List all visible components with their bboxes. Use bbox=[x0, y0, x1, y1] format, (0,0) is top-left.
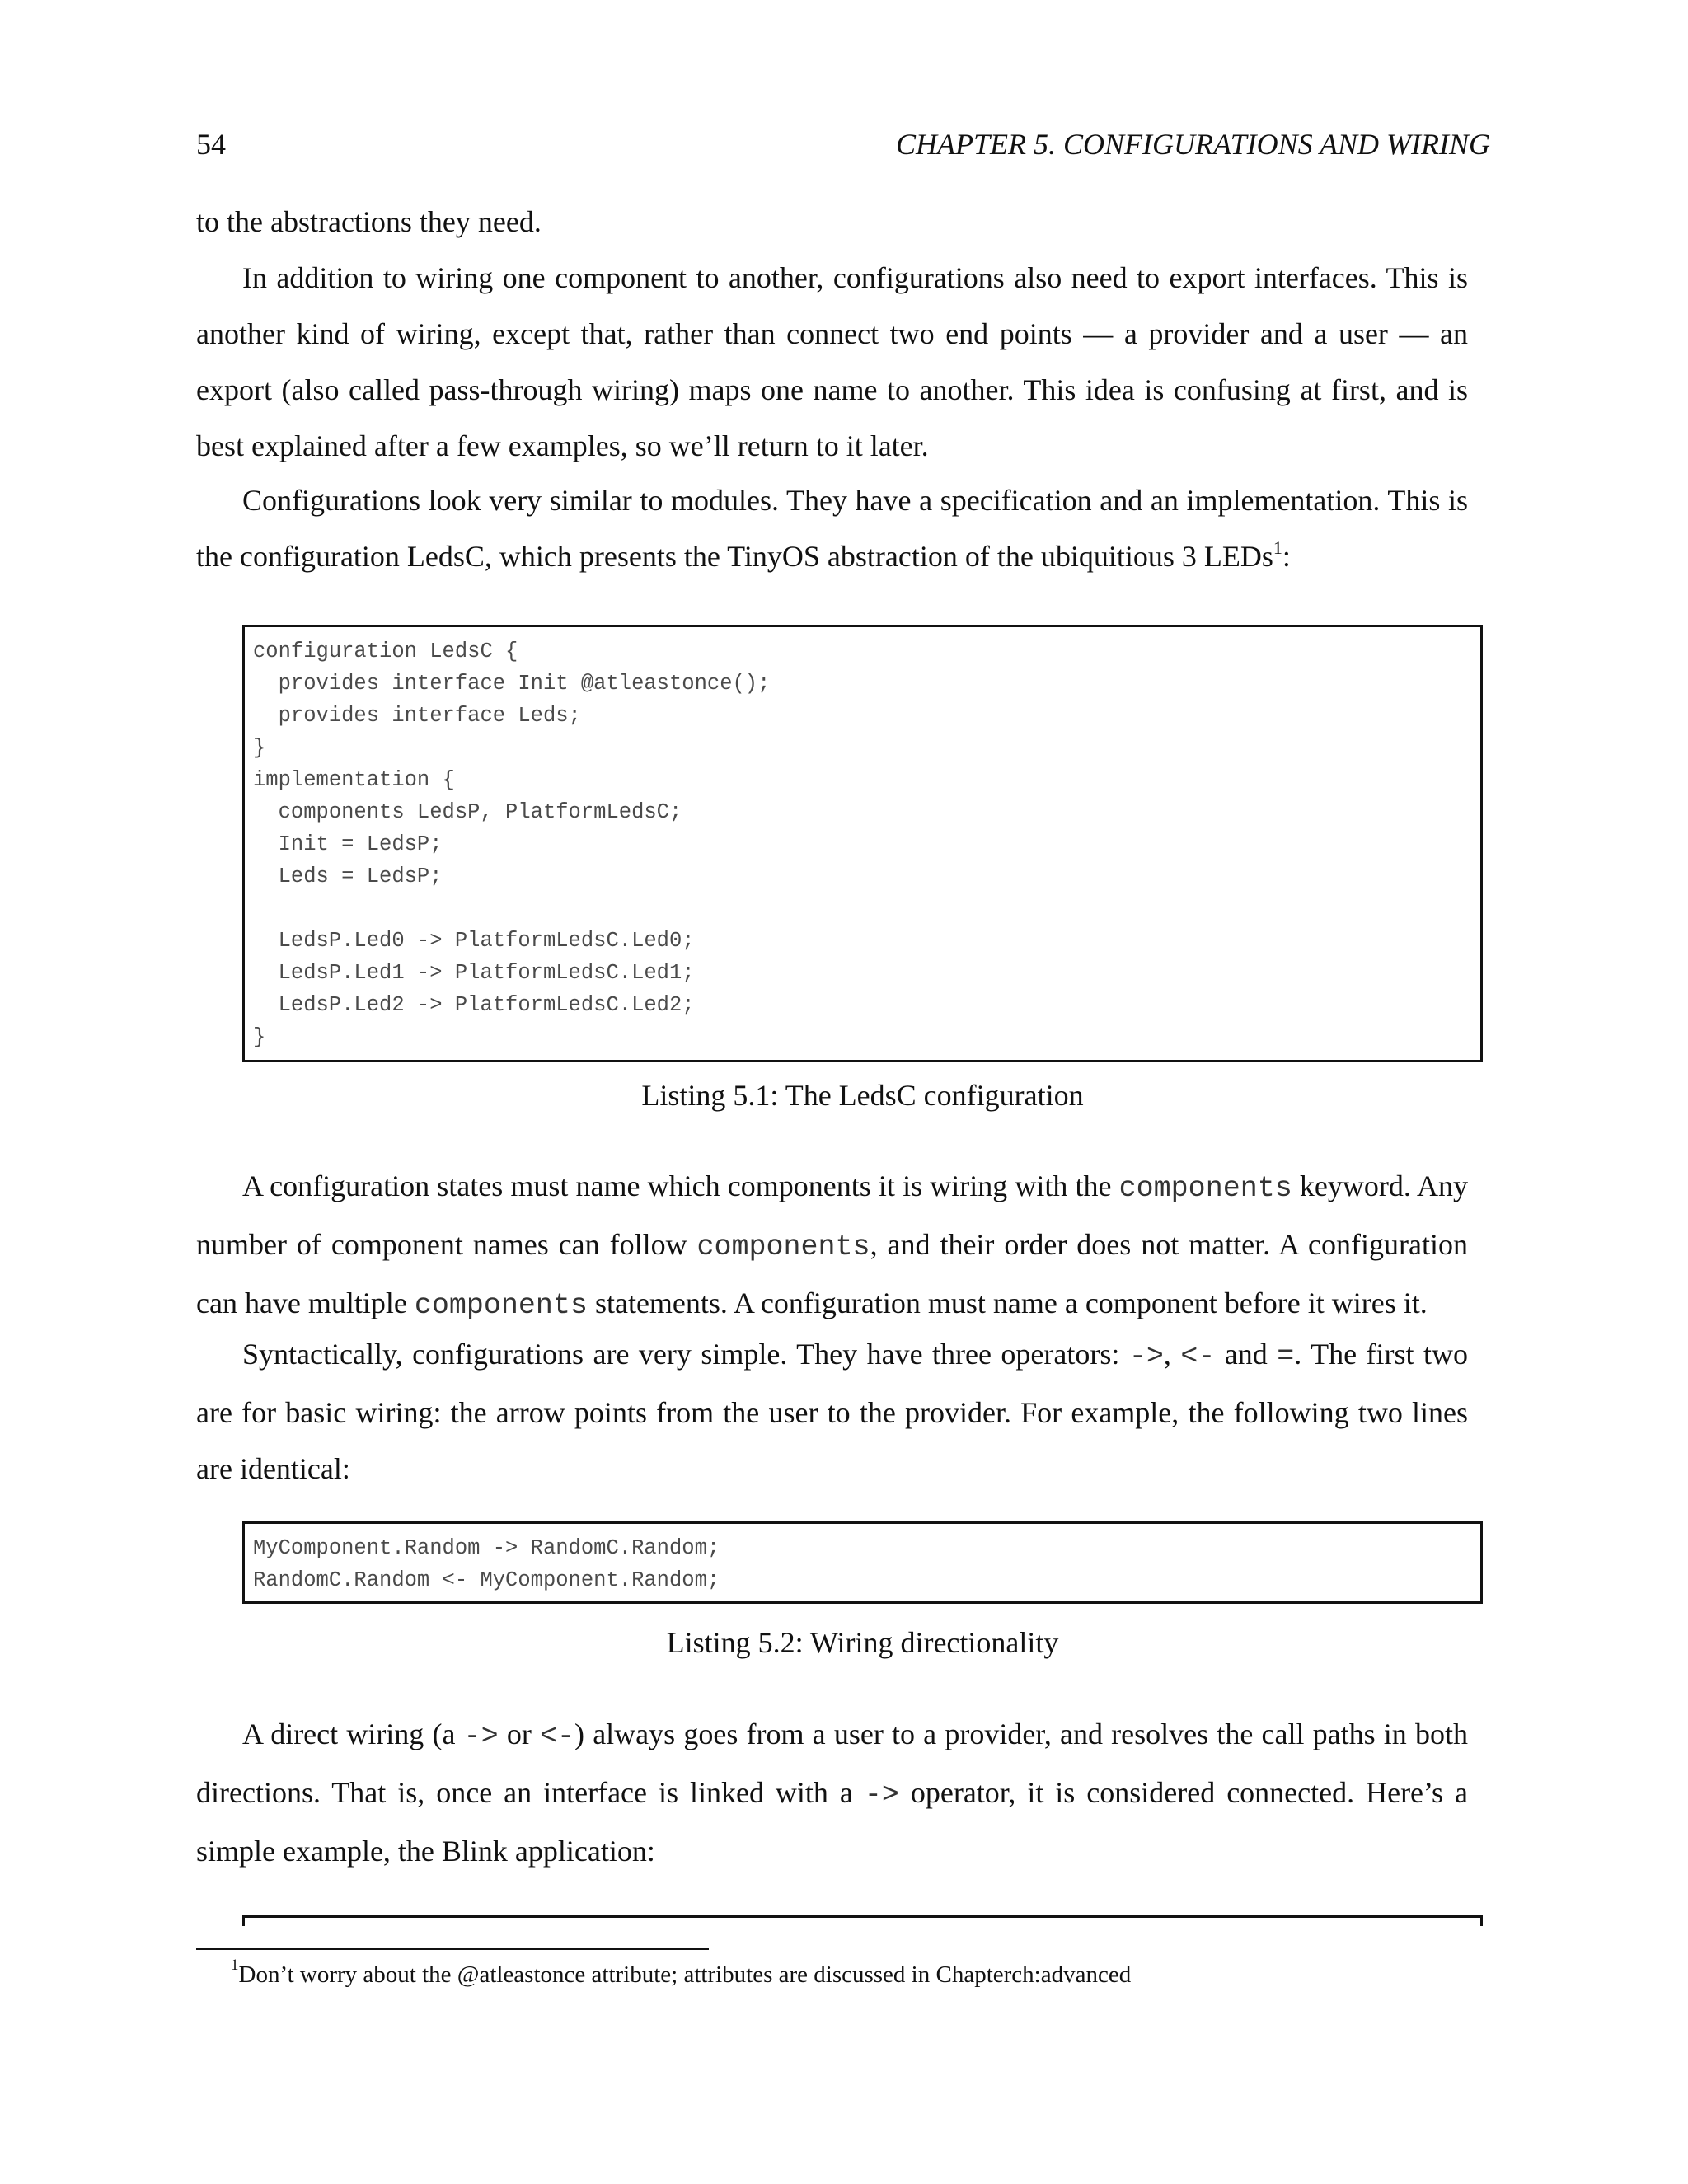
paragraph-text: A direct wiring (a bbox=[242, 1718, 464, 1750]
paragraph-text: A configuration states must name which components it is wiring with the bbox=[242, 1169, 1119, 1202]
code-line: LedsP.Led0 -> PlatformLedsC.Led0; bbox=[253, 929, 695, 953]
paragraph-text: keyword. Any number of component names can follow bbox=[196, 1169, 1468, 1261]
paragraph-text: statements. A configuration must name a component before it wires it. bbox=[587, 1286, 1428, 1319]
inline-code: components bbox=[696, 1230, 870, 1263]
footnote-text: Don’t worry about the @atleastonce attribute; attributes are discussed in Chapterch:advanced bbox=[238, 1961, 1132, 1988]
code-line: LedsP.Led2 -> PlatformLedsC.Led2; bbox=[253, 993, 695, 1017]
paragraph-text: operator, it is considered connected. Here’s a simple example, the Blink application: bbox=[196, 1776, 1468, 1868]
footnote bbox=[231, 1958, 1131, 1991]
code-lines bbox=[245, 1524, 1480, 1601]
code-listing-wiring bbox=[242, 1521, 1483, 1604]
inline-code: <- bbox=[540, 1720, 575, 1753]
inline-code: -> bbox=[463, 1720, 499, 1753]
paragraph-operators bbox=[196, 1326, 1468, 1497]
page-number: 54 bbox=[196, 128, 226, 161]
inline-code: components bbox=[1118, 1172, 1292, 1205]
paragraph-direct-wiring bbox=[196, 1706, 1468, 1879]
listing-caption: Listing 5.2: Wiring directionality bbox=[666, 1626, 1059, 1659]
paragraph-end: : bbox=[1282, 540, 1291, 573]
paragraph-text: Configurations look very similar to modules. They have a specification and an implementation. This is the configuration LedsC, which presents the TinyOS abstraction of the ubiquitious 3 LEDs bbox=[196, 484, 1468, 573]
paragraph-configurations-intro bbox=[196, 472, 1468, 584]
paragraph-text: and bbox=[1215, 1338, 1278, 1371]
footnote-rule bbox=[196, 1948, 709, 1950]
paragraph-continued: to the abstractions they need. bbox=[196, 205, 542, 238]
inline-code: -> bbox=[864, 1779, 899, 1811]
running-head: CHAPTER 5. CONFIGURATIONS AND WIRING bbox=[896, 128, 1490, 161]
code-line: implementation { bbox=[253, 768, 455, 792]
code-line: configuration LedsC { bbox=[253, 640, 518, 663]
code-line: } bbox=[253, 736, 266, 760]
code-line: provides interface Leds; bbox=[253, 704, 581, 728]
code-line: } bbox=[253, 1025, 266, 1049]
paragraph-text: , bbox=[1163, 1338, 1181, 1371]
footnote-mark[interactable]: 1 bbox=[1273, 537, 1282, 558]
code-line bbox=[245, 893, 1480, 925]
inline-code: = bbox=[1277, 1340, 1295, 1373]
code-line: LedsP.Led1 -> PlatformLedsC.Led1; bbox=[253, 961, 695, 985]
inline-code: -> bbox=[1128, 1340, 1164, 1373]
code-line: provides interface Init @atleastonce(); bbox=[253, 672, 771, 696]
paragraph-text: . The first two are for basic wiring: the arrow points from the user to the provider. For example, the following two lines are identical: bbox=[196, 1338, 1468, 1485]
inline-code: components bbox=[414, 1289, 588, 1322]
paragraph-export-interfaces: In addition to wiring one component to another, configurations also need to export interfaces. This is another kind of wiring, except that, rather than connect two end points — a provider and a user — an export (also called pass-through wiring) maps one name to another. This idea is confusing at first, and is best explained after a few examples, so we’ll return to it later. bbox=[196, 261, 1468, 462]
page-header bbox=[196, 127, 1490, 165]
paragraph-text: ) always goes from a user to a provider, and resolves the call paths in both directions. That is, once an interface is linked with a bbox=[196, 1718, 1468, 1809]
code-line: Init = LedsP; bbox=[253, 832, 443, 856]
code-line: components LedsP, PlatformLedsC; bbox=[253, 800, 682, 824]
paragraph-text: or bbox=[498, 1718, 541, 1750]
code-line: RandomC.Random <- MyComponent.Random; bbox=[253, 1568, 720, 1592]
code-line: Leds = LedsP; bbox=[253, 865, 443, 888]
paragraph-text: Syntactically, configurations are very simple. They have three operators: bbox=[242, 1338, 1129, 1371]
code-lines bbox=[245, 627, 1480, 1060]
footnote-mark: 1 bbox=[231, 1957, 239, 1975]
listing-caption: Listing 5.1: The LedsC configuration bbox=[641, 1079, 1084, 1112]
code-listing-ledsc bbox=[242, 625, 1483, 1062]
paragraph-text: , and their order does not matter. A configuration can have multiple bbox=[196, 1228, 1468, 1319]
code-line: MyComponent.Random -> RandomC.Random; bbox=[253, 1536, 720, 1560]
inline-code: <- bbox=[1180, 1340, 1216, 1373]
code-listing-continued-frame bbox=[242, 1915, 1483, 1926]
paragraph-components-keyword bbox=[196, 1158, 1468, 1333]
